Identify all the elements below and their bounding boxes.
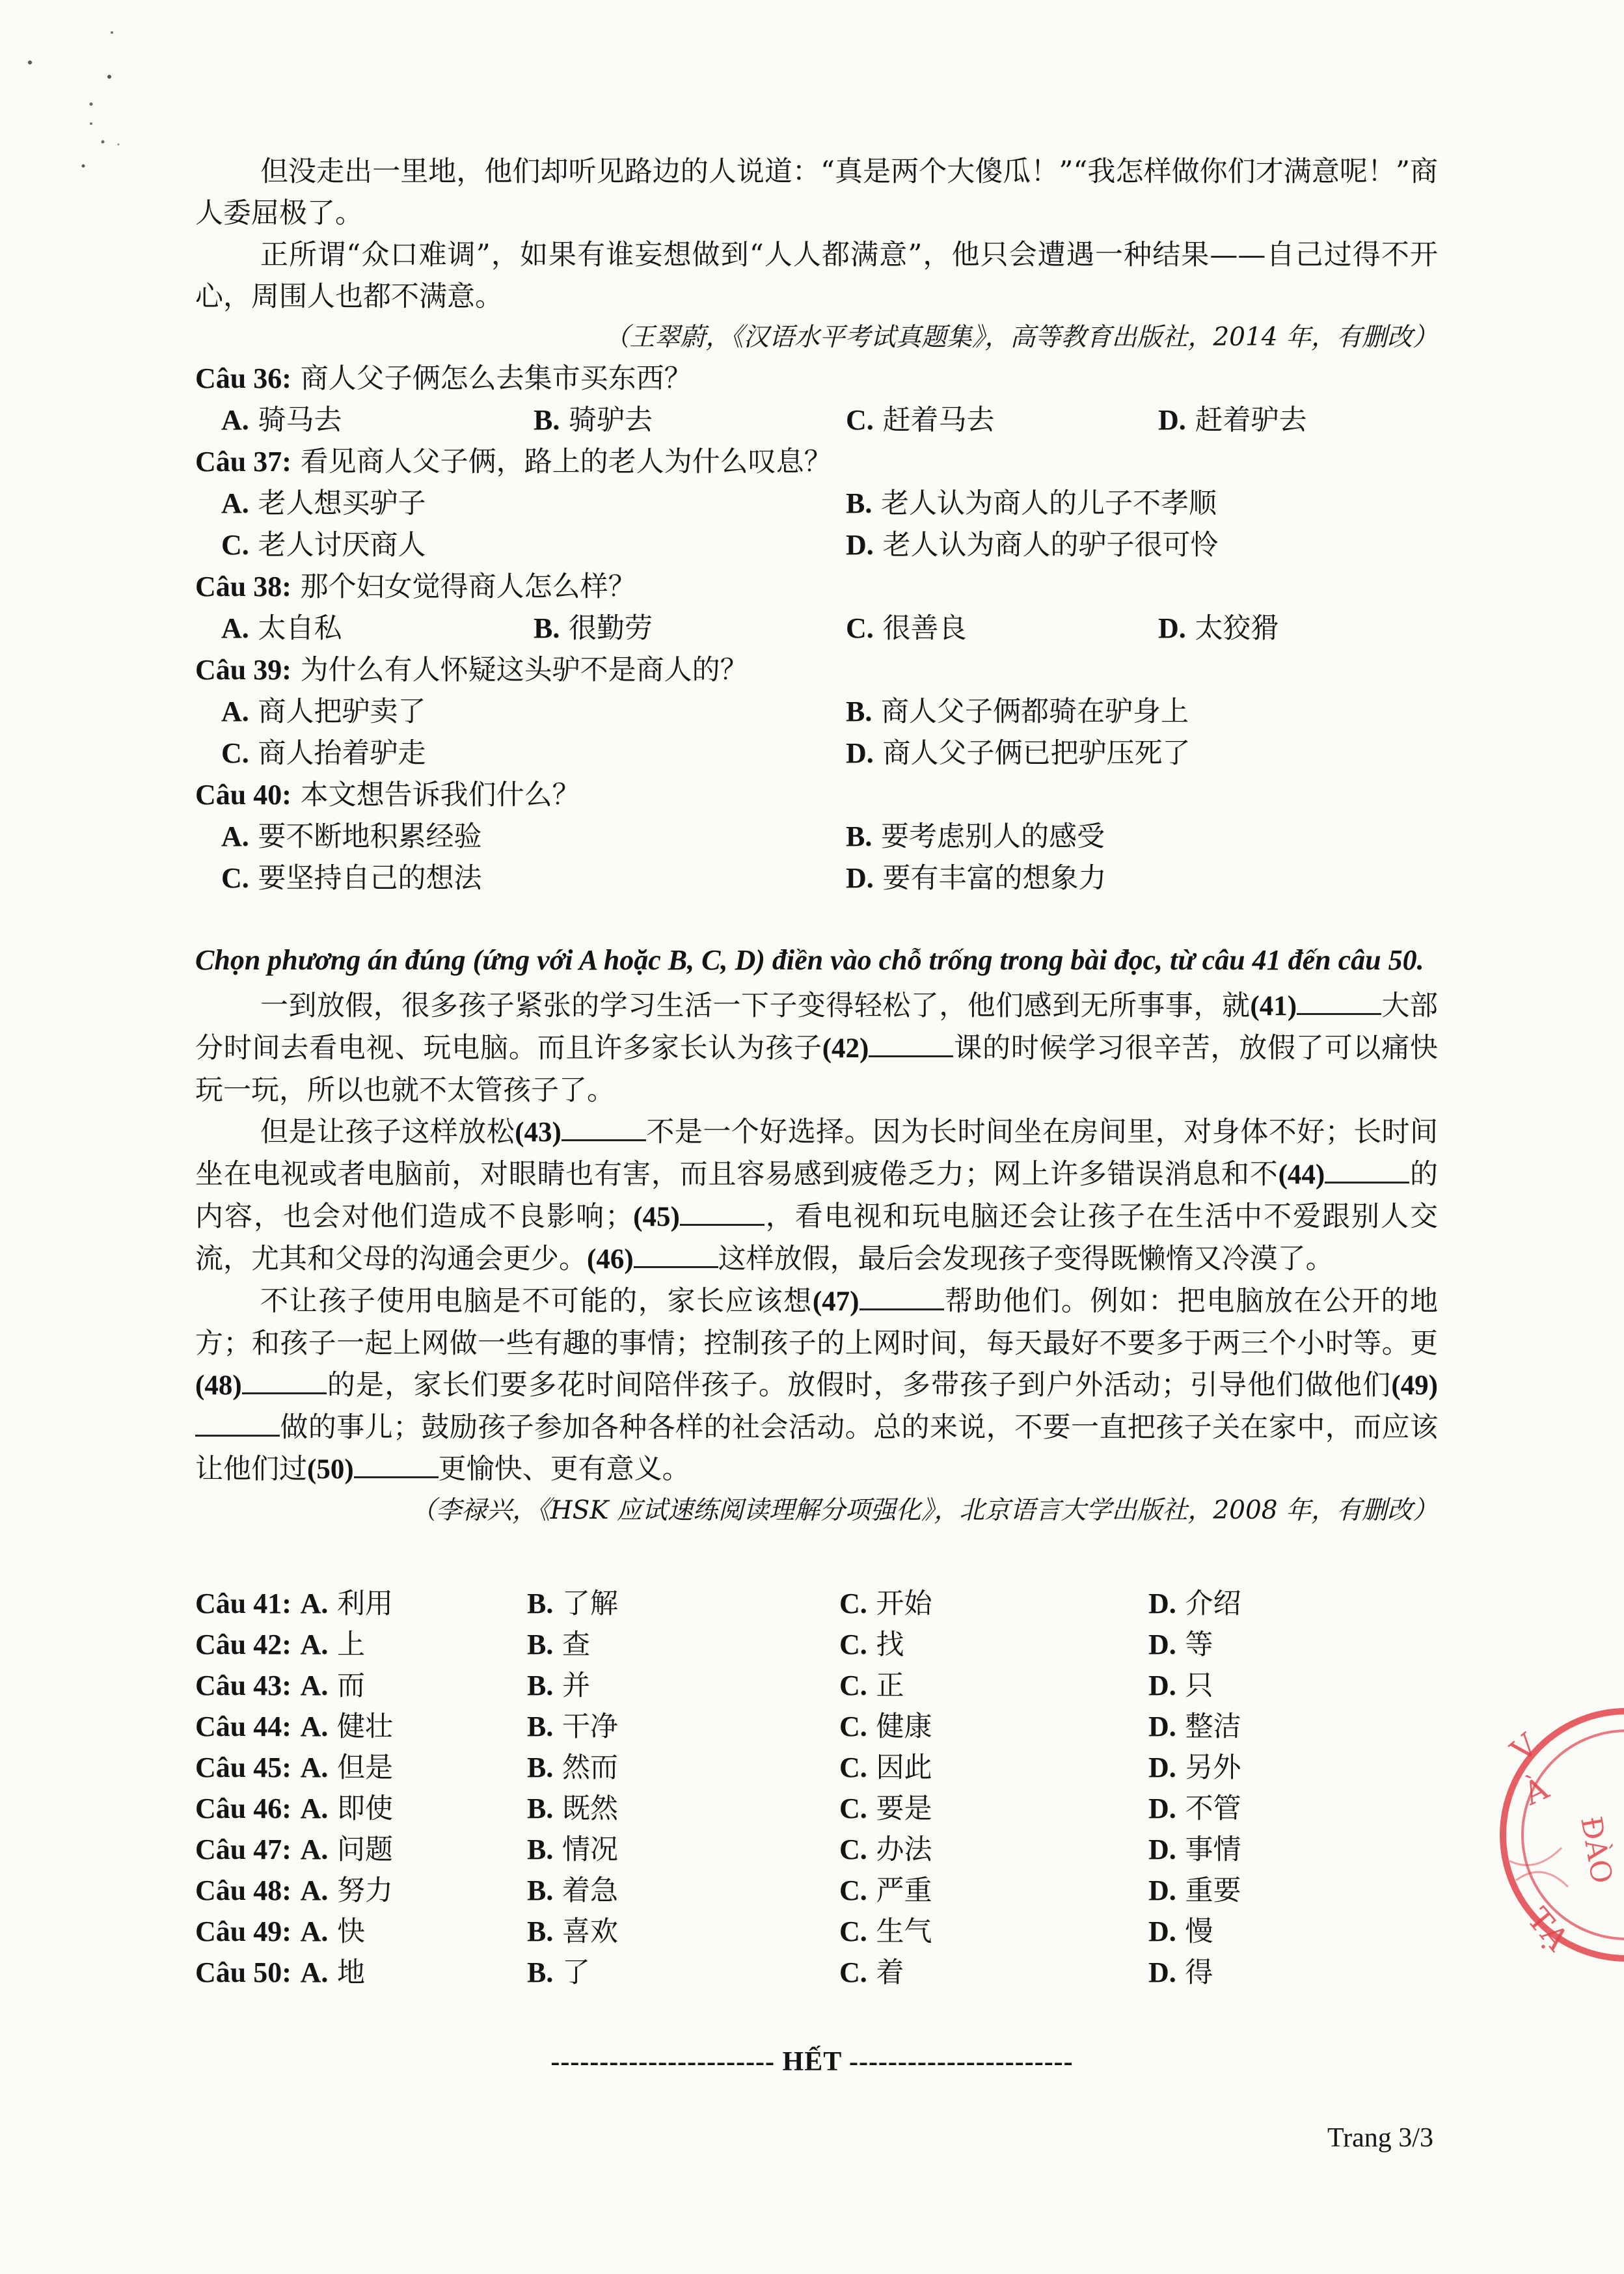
cloze-instruction: Chọn phương án đúng (ứng với A hoặc B, C, D) điền vào chỗ trống trong bài đọc, từ câu 41 đến câu 50. [195,944,1424,976]
cloze-text: 不让孩子使用电脑是不可能的，家长应该想 [260,1285,813,1318]
option-text: 只 [1185,1670,1213,1702]
answer-option-a[interactable] [195,1911,527,1953]
question-number: Câu 40: [195,779,291,811]
cloze-text: 的内容，也会对他们造成不良影响； [195,1158,1439,1233]
option-text: 赶着驴去 [1195,404,1307,437]
option-text: 老人认为商人的儿子不孝顺 [881,487,1217,520]
option-letter: B. [527,1793,554,1824]
blank-number: (49) [1391,1370,1438,1401]
option-text: 即使 [337,1793,394,1825]
option-text: 老人讨厌商人 [258,529,426,562]
question-number: Câu 36: [195,362,291,394]
option-letter: A. [221,696,249,727]
cloze-text: 不是一个好选择。因为长时间坐在房间里，对身体不好；长时间坐在电视或者电脑前，对眼睛也有害，而且容易感到疲倦乏力；网上许多错误消息和不 [195,1116,1439,1191]
answer-option-a[interactable] [195,1624,527,1666]
option-d[interactable] [846,858,1464,899]
option-letter: D. [1148,1956,1176,1988]
option-letter: D. [846,862,874,894]
blank-number: (43) [515,1117,562,1148]
option-text: 很善良 [882,612,967,645]
blank-number: (44) [1278,1159,1325,1190]
cloze-paragraph-1 [195,985,1438,1111]
option-a[interactable] [221,608,534,649]
option-letter: A. [300,1752,329,1783]
option-letter: C. [839,1956,867,1988]
option-letter: D. [1158,404,1186,436]
option-letter: A. [300,1629,329,1660]
answer-row [195,1706,1438,1747]
answer-option-b[interactable] [527,1624,839,1666]
option-text: 喜欢 [562,1915,619,1948]
question-38 [195,566,1438,608]
option-text: 办法 [876,1834,932,1866]
blank-input[interactable] [680,1200,765,1226]
question-number: Câu 48: [195,1875,291,1906]
option-c[interactable] [221,524,846,566]
answer-option-b[interactable] [527,1952,839,1994]
option-letter: A. [300,1956,329,1988]
option-letter: D. [1148,1875,1176,1906]
option-text: 赶着马去 [882,404,995,437]
answer-option-d[interactable] [1148,1911,1438,1953]
passage-paragraph-2: 正所谓“众口难调”，如果有谁妄想做到“人人都满意”，他只会遭遇一种结果——自己过得不开心，周围人也都不满意。 [195,239,1438,313]
option-b[interactable] [534,399,846,441]
option-text: 商人父子俩都骑在驴身上 [881,696,1189,728]
option-letter: C. [846,612,874,644]
option-letter: B. [527,1834,554,1865]
option-d[interactable] [846,733,1464,774]
option-letter: C. [839,1915,867,1947]
option-c[interactable] [221,733,846,774]
blank-input[interactable] [562,1116,646,1141]
blank-number: (45) [633,1202,680,1232]
option-letter: A. [221,487,249,519]
answer-option-a[interactable] [195,1583,527,1625]
svg-text:TẠ: TẠ [1519,1901,1576,1958]
option-text: 干净 [562,1711,619,1743]
question-text: 商人父子俩怎么去集市买东西？ [300,362,692,395]
blank-input[interactable] [354,1453,439,1478]
answer-option-a[interactable] [195,1788,527,1830]
option-d[interactable] [846,524,1464,566]
question-number: Câu 37: [195,446,291,478]
answer-option-c[interactable] [839,1911,1148,1953]
option-text: 着急 [562,1875,619,1907]
option-text: 了解 [562,1588,619,1620]
option-letter: C. [839,1588,867,1619]
option-text: 骑马去 [258,404,342,437]
option-letter: A. [300,1875,329,1906]
option-letter: C. [846,404,874,436]
cloze-text: 做的事儿；鼓励孩子参加各种各样的社会活动。总的来说，不要一直把孩子关在家中，而应该让他们过 [195,1411,1438,1485]
answer-option-c[interactable] [839,1583,1148,1625]
answer-option-a[interactable] [195,1706,527,1748]
option-letter: C. [221,862,249,894]
option-letter: D. [1148,1834,1176,1865]
option-letter: B. [527,1670,554,1701]
blank-input[interactable] [1325,1158,1409,1184]
answer-option-d[interactable] [1148,1665,1438,1707]
blank-number: (41) [1250,991,1297,1022]
option-text: 上 [337,1629,366,1661]
option-c[interactable] [846,608,1158,649]
option-letter: A. [221,612,249,644]
option-text: 得 [1185,1956,1213,1989]
blank-input[interactable] [634,1243,718,1268]
option-letter: A. [300,1588,329,1619]
question-40 [195,774,1438,816]
answer-option-b[interactable] [527,1747,839,1789]
answer-row [195,1583,1438,1624]
answer-option-c[interactable] [839,1829,1148,1871]
option-letter: B. [527,1711,554,1742]
option-a[interactable] [221,816,846,858]
answer-option-b[interactable] [527,1788,839,1830]
option-text: 问题 [337,1834,394,1866]
question-list [195,358,1438,899]
answer-row [195,1788,1438,1829]
cloze-text: 更愉快、更有意义。 [438,1453,690,1485]
option-text: 老人认为商人的驴子很可怜 [882,529,1219,562]
option-letter: C. [839,1875,867,1906]
option-letter: C. [839,1711,867,1742]
option-text: 而 [337,1670,366,1702]
answer-option-b[interactable] [527,1829,839,1871]
option-letter: C. [221,529,249,561]
option-letter: B. [527,1752,554,1783]
option-text: 商人父子俩已把驴压死了 [882,737,1191,770]
answer-row [195,1870,1438,1911]
option-letter: C. [839,1629,867,1660]
option-letter: A. [221,820,249,852]
option-b[interactable] [846,483,1464,524]
question-number: Câu 46: [195,1793,291,1824]
option-a[interactable] [221,399,534,441]
option-b[interactable] [846,691,1464,733]
passage-source: （王翠蔚，《汉语水平考试真题集》，高等教育出版社，2014 年，有删改） [604,323,1438,352]
svg-text:À: À [1518,1770,1554,1813]
option-text: 慢 [1185,1915,1213,1948]
option-text: 太自私 [258,612,342,645]
answer-option-d[interactable] [1148,1747,1438,1789]
option-d[interactable] [1158,608,1464,649]
answer-option-c[interactable] [839,1788,1148,1830]
option-letter: B. [534,612,560,644]
option-text: 不管 [1185,1793,1241,1825]
passage-paragraph-1: 但没走出一里地，他们却听见路边的人说道：“真是两个大傻瓜！”“我怎样做你们才满意呢！”商人委屈极了。 [195,156,1438,230]
option-text: 很勤劳 [569,612,653,645]
svg-text:V: V [1504,1727,1545,1770]
answer-options-table [195,1583,1438,1993]
answer-option-c[interactable] [839,1665,1148,1707]
option-text: 严重 [876,1875,932,1907]
option-group [195,483,1438,566]
question-number: Câu 49: [195,1915,291,1947]
answer-row [195,1624,1438,1665]
option-text: 要是 [876,1793,932,1825]
question-number: Câu 38: [195,571,291,602]
question-number: Câu 44: [195,1711,291,1742]
end-mark: ----------------------- HẾT ----------------------- [550,2047,1074,2077]
main-content [195,151,1438,1993]
option-letter: A. [300,1670,329,1701]
question-36 [195,358,1438,399]
option-text: 利用 [337,1588,394,1620]
option-letter: D. [1158,612,1186,644]
option-text: 开始 [876,1588,932,1620]
option-letter: B. [846,820,873,852]
blank-input[interactable] [1297,990,1381,1015]
answer-option-d[interactable] [1148,1788,1438,1830]
option-text: 然而 [562,1752,619,1784]
option-letter: A. [221,404,249,436]
cloze-source: （李禄兴，《HSK 应试速练阅读理解分项强化》，北京语言大学出版社，2008 年，有删改） [411,1496,1438,1525]
answer-option-a[interactable] [195,1952,527,1994]
answer-option-b[interactable] [527,1665,839,1707]
option-letter: C. [839,1793,867,1824]
cloze-text: 这样放假，最后会发现孩子变得既懒惰又冷漠了。 [718,1243,1334,1275]
cloze-paragraph-3 [195,1280,1438,1491]
option-text: 另外 [1185,1752,1241,1784]
answer-option-b[interactable] [527,1706,839,1748]
answer-option-a[interactable] [195,1665,527,1707]
blank-input[interactable] [242,1369,327,1394]
scan-specks [26,26,130,195]
option-text: 事情 [1185,1834,1241,1866]
question-37 [195,441,1438,483]
answer-option-d[interactable] [1148,1706,1438,1748]
option-letter: D. [1148,1629,1176,1660]
cloze-text: 但是让孩子这样放松 [260,1116,515,1148]
question-number: Câu 39: [195,654,291,686]
option-text: 介绍 [1185,1588,1241,1620]
option-text: 查 [562,1629,591,1661]
option-letter: B. [534,404,560,436]
answer-option-b[interactable] [527,1870,839,1912]
option-text: 健康 [876,1711,932,1743]
blank-number: (47) [812,1286,859,1317]
option-text: 老人想买驴子 [258,487,426,520]
option-letter: B. [527,1915,554,1947]
option-text: 要坚持自己的想法 [258,862,482,895]
answer-option-a[interactable] [195,1747,527,1789]
option-text: 并 [562,1670,591,1702]
answer-option-c[interactable] [839,1706,1148,1748]
answer-option-b[interactable] [527,1583,839,1625]
option-group [195,608,1438,649]
option-text: 太狡猾 [1195,612,1279,645]
option-letter: D. [846,529,874,561]
option-group [195,691,1438,774]
answer-row [195,1911,1438,1952]
answer-row [195,1952,1438,1993]
answer-option-d[interactable] [1148,1829,1438,1871]
question-39 [195,649,1438,691]
option-letter: A. [300,1915,329,1947]
answer-option-c[interactable] [839,1952,1148,1994]
answer-row [195,1747,1438,1788]
option-a[interactable] [221,691,846,733]
blank-input[interactable] [869,1032,953,1057]
answer-option-c[interactable] [839,1624,1148,1666]
cloze-text: ，看电视和玩电脑还会让孩子在生活中不爱跟别人交流，尤其和父母的沟通会更少。 [195,1200,1439,1275]
option-letter: B. [527,1629,554,1660]
question-number: Câu 43: [195,1670,291,1701]
option-text: 健壮 [337,1711,394,1743]
blank-input[interactable] [195,1411,280,1437]
option-letter: C. [839,1834,867,1865]
option-letter: D. [1148,1711,1176,1742]
option-group [195,816,1438,899]
option-letter: B. [527,1956,554,1988]
option-letter: D. [1148,1793,1176,1824]
blank-input[interactable] [859,1285,944,1310]
cloze-text: 的是，家长们要多花时间陪伴孩子。放假时，多带孩子到户外活动；引导他们做他们 [326,1369,1392,1401]
option-a[interactable] [221,483,846,524]
option-text: 努力 [337,1875,394,1907]
option-letter: D. [1148,1752,1176,1783]
answer-option-d[interactable] [1148,1583,1438,1625]
question-number: Câu 42: [195,1629,291,1660]
option-text: 但是 [337,1752,394,1784]
option-text: 既然 [562,1793,619,1825]
cloze-text: 大部分时间去看电视、玩电脑。而且许多家长认为孩子 [195,990,1439,1064]
question-text: 看见商人父子俩，路上的老人为什么叹息？ [300,446,832,478]
cloze-text: 课的时候学习很辛苦，放假了可以痛快玩一玩，所以也就不太管孩子了。 [195,1032,1439,1107]
answer-option-d[interactable] [1148,1952,1438,1994]
answer-option-d[interactable] [1148,1870,1438,1912]
option-text: 要有丰富的想象力 [882,862,1107,895]
option-letter: B. [846,487,873,519]
option-text: 骑驴去 [569,404,653,437]
option-letter: D. [1148,1588,1176,1619]
answer-option-b[interactable] [527,1911,839,1953]
cloze-paragraph-2 [195,1111,1438,1280]
option-text: 着 [876,1956,904,1989]
option-letter: A. [300,1711,329,1742]
answer-option-d[interactable] [1148,1624,1438,1666]
page-number: Trang 3/3 [1327,2123,1433,2153]
answer-row [195,1829,1438,1870]
option-letter: C. [839,1670,867,1701]
option-text: 商人抬着驴走 [258,737,426,770]
option-text: 重要 [1185,1875,1241,1907]
option-text: 生气 [876,1915,932,1948]
option-letter: D. [1148,1915,1176,1947]
blank-number: (42) [822,1033,869,1064]
option-letter: D. [846,737,874,769]
option-text: 整洁 [1185,1711,1241,1743]
option-c[interactable] [846,399,1158,441]
svg-text:ĐÀO: ĐÀO [1574,1814,1619,1886]
option-text: 等 [1185,1629,1213,1661]
option-text: 因此 [876,1752,932,1784]
option-letter: C. [839,1752,867,1783]
option-d[interactable] [1158,399,1464,441]
question-number: Câu 45: [195,1752,291,1783]
blank-number: (48) [195,1370,242,1401]
option-text: 要不断地积累经验 [258,820,482,853]
question-number: Câu 47: [195,1834,291,1865]
option-text: 了 [562,1956,591,1989]
option-b[interactable] [846,816,1464,858]
blank-number: (46) [587,1244,634,1275]
option-text: 快 [337,1915,366,1948]
question-number: Câu 50: [195,1956,291,1988]
cloze-text: 帮助他们。例如：把电脑放在公开的地方；和孩子一起上网做一些有趣的事情；控制孩子的上网时间，每天最好不要多于两三个小时等。更 [195,1285,1439,1360]
option-letter: B. [846,696,873,727]
option-text: 情况 [562,1834,619,1866]
option-text: 要考虑别人的感受 [881,820,1105,853]
question-text: 为什么有人怀疑这头驴不是商人的？ [300,654,748,686]
option-text: 商人把驴卖了 [258,696,426,728]
option-c[interactable] [221,858,846,899]
blank-number: (50) [307,1454,354,1485]
option-letter: C. [221,737,249,769]
official-seal-stamp [1496,1666,1624,1978]
option-text: 地 [337,1956,366,1989]
option-letter: A. [300,1834,329,1865]
answer-option-c[interactable] [839,1747,1148,1789]
answer-option-c[interactable] [839,1870,1148,1912]
option-letter: B. [527,1588,554,1619]
option-text: 找 [876,1629,904,1661]
cloze-text: 一到放假，很多孩子紧张的学习生活一下子变得轻松了，他们感到无所事事，就 [260,990,1251,1022]
option-letter: A. [300,1793,329,1824]
question-text: 那个妇女觉得商人怎么样？ [300,571,636,603]
question-number: Câu 41: [195,1588,291,1619]
option-text: 正 [876,1670,904,1702]
option-group [195,399,1438,441]
option-letter: B. [527,1875,554,1906]
option-b[interactable] [534,608,846,649]
answer-option-a[interactable] [195,1870,527,1912]
option-letter: D. [1148,1670,1176,1701]
answer-option-a[interactable] [195,1829,527,1871]
question-text: 本文想告诉我们什么？ [300,779,580,811]
answer-row [195,1665,1438,1706]
